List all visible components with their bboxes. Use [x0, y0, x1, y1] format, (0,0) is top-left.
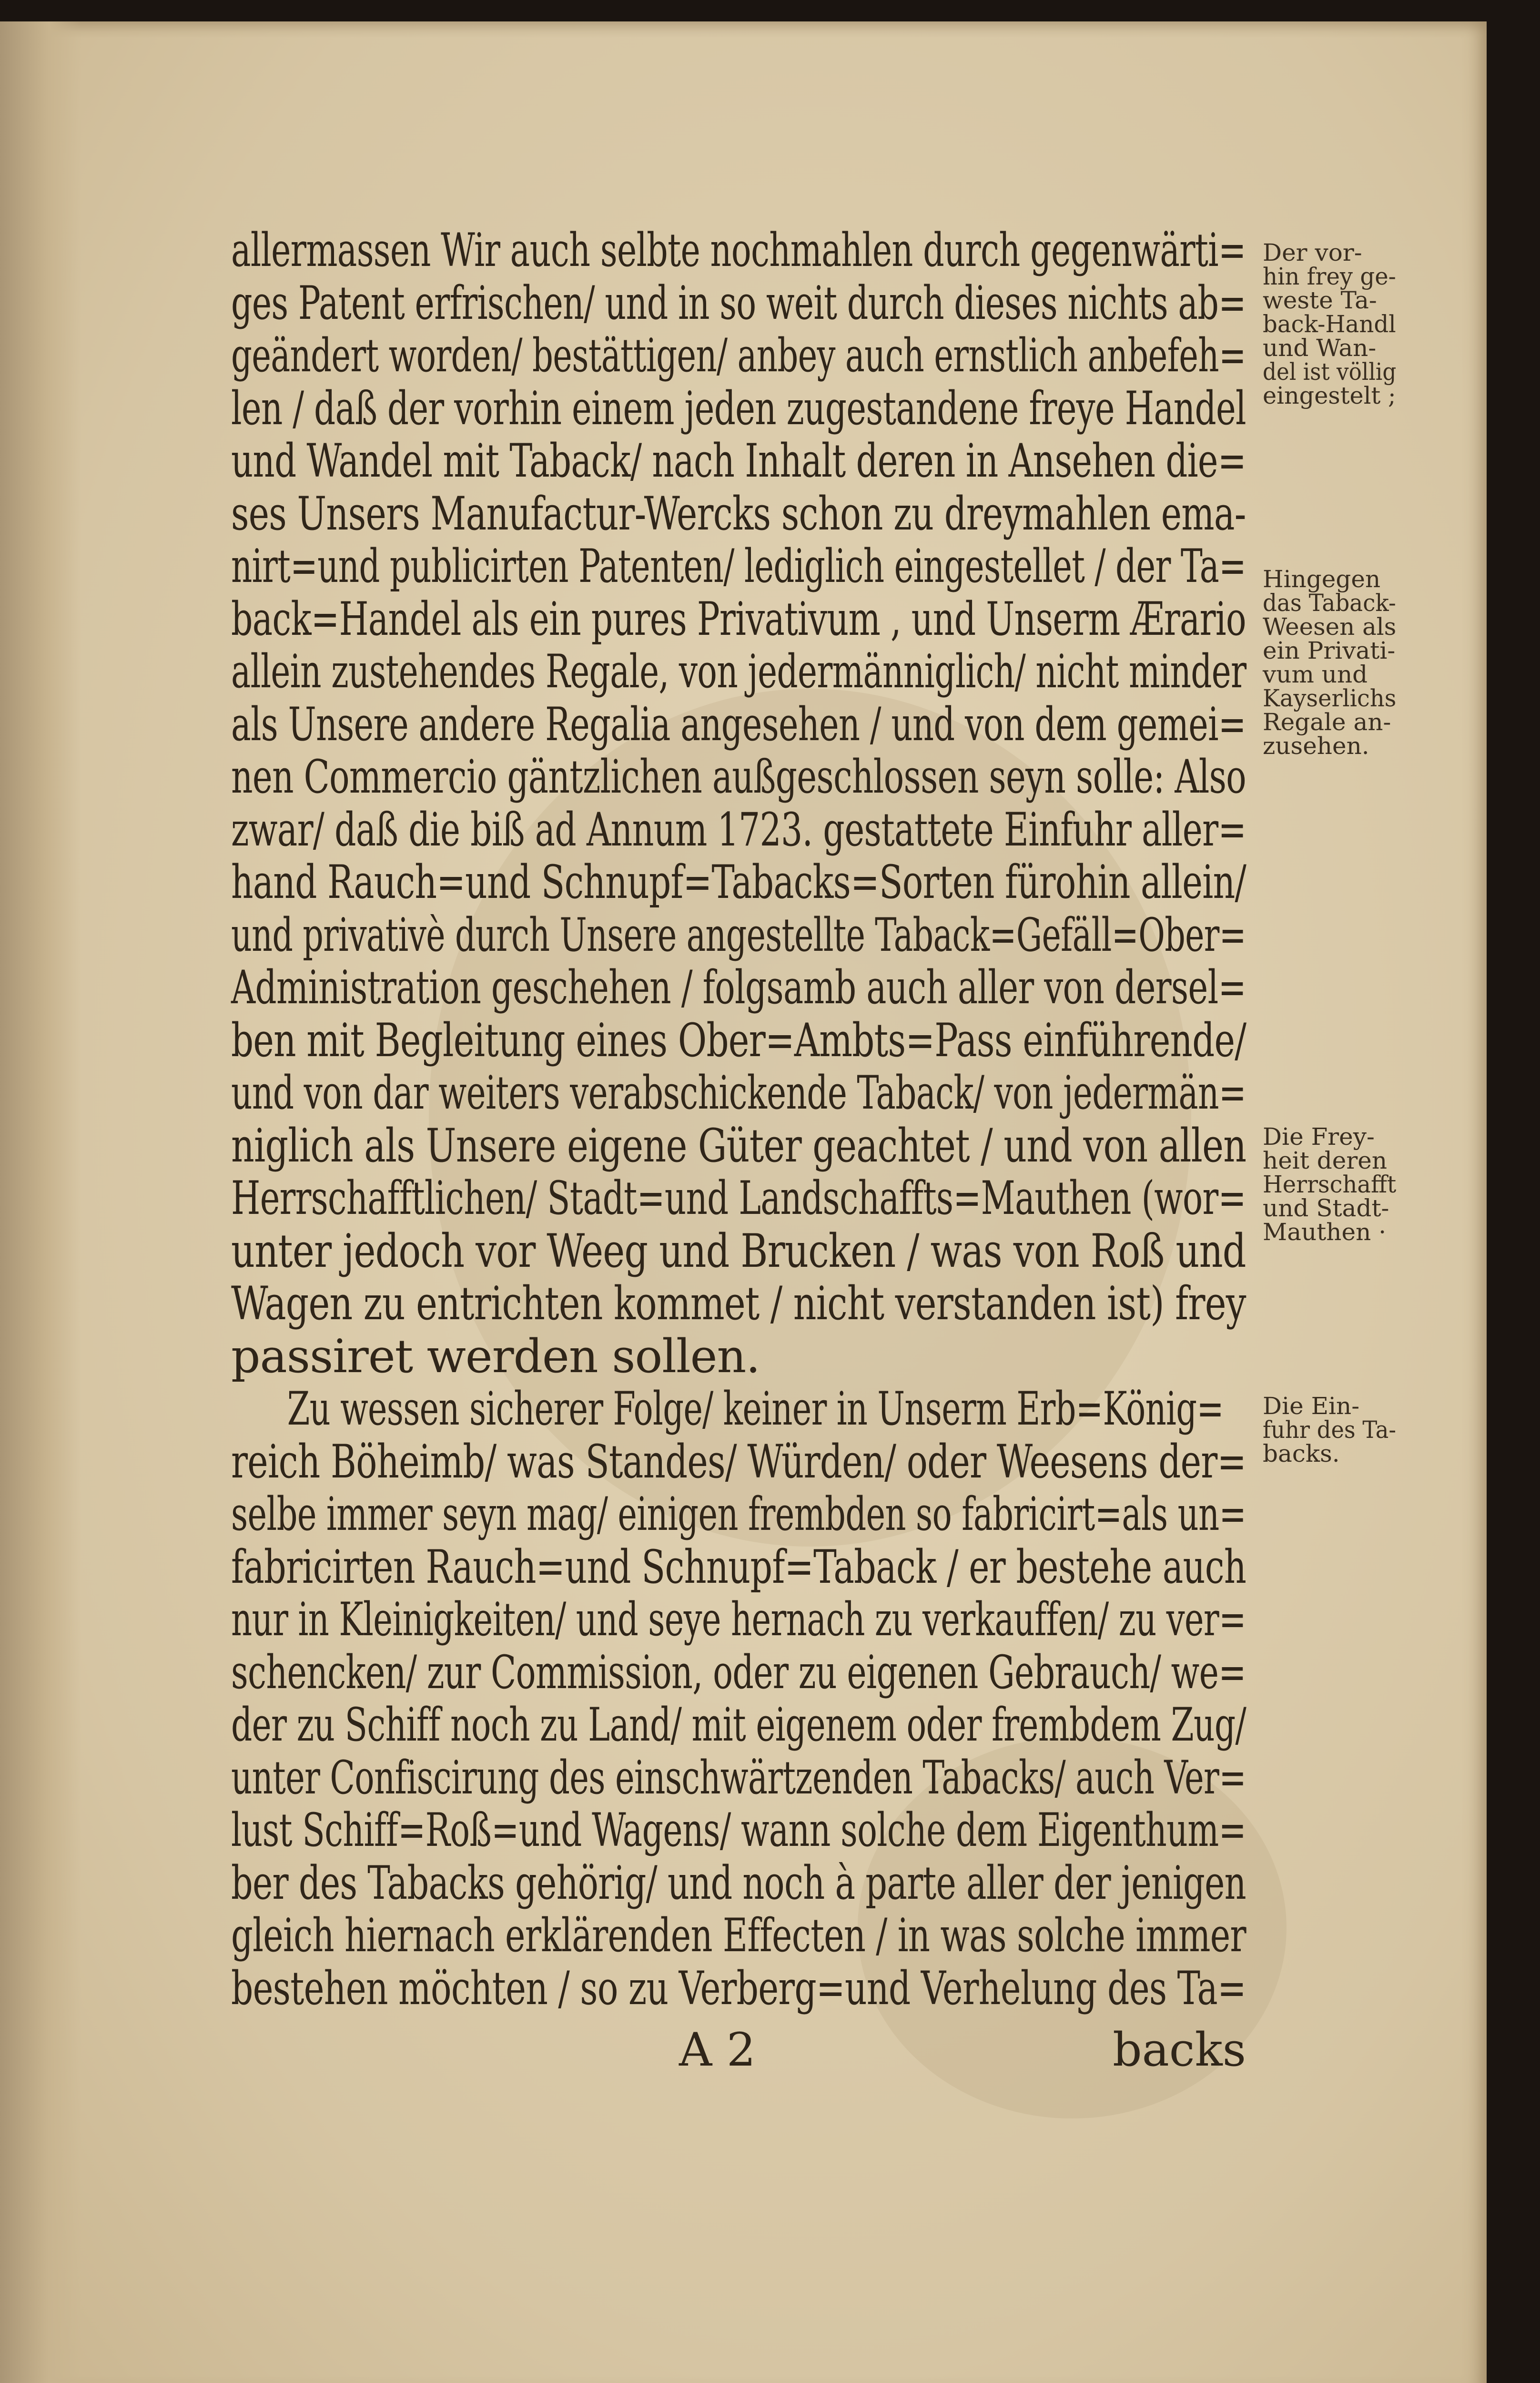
- margin-note-line: Die Ein-: [1263, 1392, 1360, 1420]
- margin-note-line: heit deren: [1263, 1147, 1388, 1174]
- margin-note-line: backs.: [1263, 1440, 1340, 1467]
- text-line: ben mit Begleitung eines Ober=Ambts=Pass einführende/: [231, 1013, 1246, 1067]
- margin-note: [1263, 1394, 1396, 1466]
- text-line: geändert worden/ bestättigen/ anbey auch ernstlich anbefeh=: [231, 329, 1246, 382]
- margin-note-line: Die Frey-: [1263, 1123, 1375, 1151]
- text-line: lust Schiff=Roß=und Wagens/ wann solche dem Eigenthum=: [231, 1803, 1246, 1857]
- main-text-block: [231, 224, 1246, 2015]
- text-line: niglich als Unsere eigene Güter geachtet / und von allen: [231, 1119, 1246, 1172]
- text-line: der zu Schiff noch zu Land/ mit eigenem oder frembdem Zug/: [231, 1698, 1246, 1752]
- margin-note-line: zusehen.: [1263, 732, 1369, 760]
- text-line: bestehen möchten / so zu Verberg=und Verhelung des Ta=: [231, 1961, 1246, 2015]
- text-line: ber des Tabacks gehörig/ und noch à parte aller der jenigen: [231, 1856, 1246, 1910]
- text-line: Administration geschehen / folgsamb auch aller von dersel=: [231, 961, 1246, 1014]
- margin-note-line: back-Handl: [1263, 310, 1396, 338]
- text-line: zwar/ daß die biß ad Annum 1723. gestattete Einfuhr aller=: [231, 803, 1246, 856]
- margin-note-line: das Taback-: [1263, 589, 1396, 617]
- text-line: unter Confiscirung des einschwärtzenden Tabacks/ auch Ver=: [231, 1751, 1246, 1804]
- margin-note-line: Der vor-: [1263, 239, 1362, 266]
- text-line: Zu wessen sicherer Folge/ keiner in Unserm Erb=König=: [287, 1382, 1224, 1436]
- text-line: allermassen Wir auch selbte nochmahlen durch gegenwärti=: [231, 224, 1246, 277]
- text-line: nur in Kleinigkeiten/ und seye hernach zu verkauffen/ zu ver=: [231, 1593, 1246, 1646]
- text-line: Wagen zu entrichten kommet / nicht verstanden ist) frey: [231, 1277, 1246, 1330]
- margin-note: [1263, 567, 1396, 758]
- text-line: fabricirten Rauch=und Schnupf=Taback / er bestehe auch: [231, 1540, 1246, 1594]
- margin-note-line: Kayserlichs: [1263, 684, 1397, 712]
- text-line: back=Handel als ein pures Privativum , und Unserm Ærario: [231, 592, 1246, 646]
- margin-note-line: ein Privati-: [1263, 637, 1396, 664]
- text-line: ses Unsers Manufactur-Wercks schon zu dreymahlen ema-: [231, 487, 1246, 540]
- margin-note-line: fuhr des Ta-: [1263, 1416, 1397, 1444]
- text-line: als Unsere andere Regalia angesehen / und von dem gemei=: [231, 697, 1246, 751]
- text-line: allein zustehendes Regale, von jedermänniglich/ nicht minder: [231, 645, 1246, 698]
- margin-note-line: eingestelt ;: [1263, 382, 1396, 409]
- margin-note-line: Weesen als: [1263, 613, 1397, 641]
- text-line: und Wandel mit Taback/ nach Inhalt deren in Ansehen die=: [231, 434, 1246, 488]
- margin-note: [1263, 1125, 1396, 1244]
- margin-note-line: und Wan-: [1263, 334, 1377, 362]
- binding-gutter: [0, 21, 81, 2383]
- margin-note: [1263, 241, 1396, 407]
- margin-note-line: Hingegen: [1263, 565, 1381, 593]
- text-line: nirt=und publicirten Patenten/ lediglich eingestellet / der Ta=: [231, 540, 1246, 593]
- margin-note-line: hin frey ge-: [1263, 263, 1396, 290]
- text-line: Herrschafftlichen/ Stadt=und Landschaffts=Mauthen (wor=: [231, 1171, 1246, 1225]
- text-line: und privativè durch Unsere angestellte Taback=Gefäll=Ober=: [231, 908, 1246, 962]
- margin-note-line: weste Ta-: [1263, 286, 1377, 314]
- text-line: nen Commercio gäntzlichen außgeschlossen seyn solle: Also: [231, 750, 1246, 804]
- catchword: backs: [1113, 2023, 1246, 2077]
- text-line: selbe immer seyn mag/ einigen frembden so fabricirt=als un=: [231, 1487, 1246, 1541]
- margin-note-line: Herrschafft: [1263, 1171, 1397, 1198]
- page-footer: [231, 2023, 1246, 2076]
- margin-note-line: und Stadt-: [1263, 1194, 1389, 1222]
- text-line: unter jedoch vor Weeg und Brucken / was von Roß und: [231, 1224, 1246, 1278]
- text-line: reich Böheimb/ was Standes/ Würden/ oder Weesens der=: [231, 1435, 1246, 1488]
- margin-note-line: Regale an-: [1263, 708, 1391, 736]
- text-line: hand Rauch=und Schnupf=Tabacks=Sorten fürohin allein/: [231, 855, 1246, 909]
- text-line: ges Patent erfrischen/ und in so weit durch dieses nichts ab=: [231, 276, 1246, 330]
- text-line: len / daß der vorhin einem jeden zugestandene freye Handel: [231, 381, 1246, 435]
- text-line: schencken/ zur Commission, oder zu eigenen Gebrauch/ we=: [231, 1645, 1246, 1699]
- margin-note-line: vum und: [1263, 661, 1368, 688]
- signature-mark: A 2: [679, 2023, 756, 2077]
- margin-note-line: Mauthen ·: [1263, 1218, 1387, 1246]
- text-line: und von dar weiters verabschickende Taback/ von jedermän=: [231, 1066, 1246, 1120]
- text-line: passiret werden sollen.: [231, 1329, 760, 1383]
- margin-note-line: del ist völlig: [1263, 358, 1397, 386]
- text-line: gleich hiernach erklärenden Effecten / in was solche immer: [231, 1909, 1246, 1962]
